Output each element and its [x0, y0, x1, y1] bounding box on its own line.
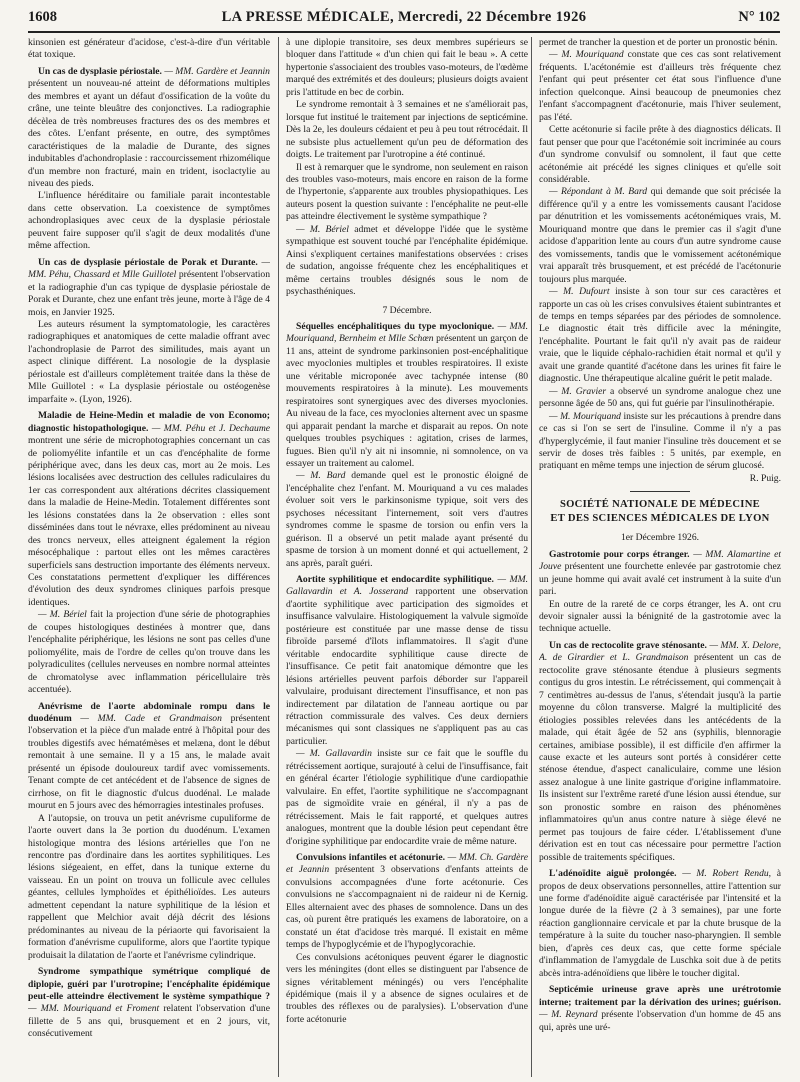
article-text: présentent 3 observations d'enfants atteints de convulsions accompagnées d'une forte acétonurie. Ces convulsions ne s'accompagnaient ni de raideur ni de Kernig. Elles alternaient avec des phases de somnolence. Dans un des cas, où purent être pratiqués les examens de laboratoire, on a constaté un état d'acidose très marqué. Il existait en même temps de l'hypoglycémie et de l'hypoglycorachie.	[286, 864, 528, 951]
column-1	[28, 37, 270, 1077]
article-title: Un cas de dysplasie périostale.	[38, 65, 162, 77]
article-authors: — MM. Gardère et Jeannin	[164, 65, 270, 77]
article-text: qui demande que soit précisée la différence qu'il y a entre les vomissements causant l'acidose par dénutrition et les vomissements acétonémiques vrais, M. Mouriquand montre que dans le premier cas il s'agit d'une acidose d'apparition lente au cours d'un autre syndrome cause des vomissements, tandis que le vomissement acétonémique vrai apparaît très brusquement, et est précédé de l'acétonurie toujours plus marquée.	[539, 186, 781, 285]
article-authors: — M. Gravier	[549, 385, 607, 397]
paragraph: Il est à remarquer que le syndrome, non seulement en raison des troubles vaso-moteurs, mais encore en raison de la forme de l'hypertonie, s'apparente aux troubles physiopathiques. Les auteurs posent la question suivante : l'encéphalite ne peut-elle pas atteindre électivement le système sympathique ?	[286, 161, 528, 223]
article-text: présentent un nouveau-né atteint de déformations multiples des membres et ayant un défaut d'ossification de la voûte du crâne, une teinte bleuâtre des conjonctives. La radiographie décèlea de très nombreuses fractures des os des membres et des côtes. L'enfant présente, en outre, des symptômes caractéristiques de la maladie de Durante, des signes indubitables d'achondroplasie : raccourcissement rhizomélique d'un membre non fracturé, main en trident, isoclactylie au niveau des pieds.	[28, 78, 270, 189]
paragraph: Cette acétonurie si facile prête à des diagnostics délicats. Il faut penser que pour que l'acétonémie soit incriminée au cours d'un syndrome convulsif ou somnolent, il faut que cette acétonémie ait précédé les signes cliniques et qu'elle soit considérable.	[539, 124, 781, 185]
article-paragraph	[28, 966, 270, 1041]
paragraph: kinsonien est générateur d'acidose, c'est-à-dire d'un véritable état toxique.	[28, 37, 270, 61]
article-paragraph	[539, 549, 781, 599]
article-paragraph	[539, 186, 781, 286]
paragraph: à une diplopie transitoire, ses deux membres supérieurs se bloquer dans l'attitude « d'un chien qui fait le beau ». A cette hypertonie s'associaient des troubles vaso-moteurs, de l'œdème marqué des extrémités et des douleurs; plusieurs doigts avaient pris l'attitude en bec de corbin.	[286, 37, 528, 98]
article-authors: — M. Bériel	[38, 609, 87, 621]
article-title: Un cas de dysplasie périostale de Porak et Durante.	[38, 256, 258, 268]
column-divider	[278, 37, 279, 1077]
article-paragraph	[539, 386, 781, 411]
article-title: Un cas de rectocolite grave sténosante.	[549, 639, 707, 651]
article-text: présentent l'observation et la pièce d'un malade entré à l'hôpital pour des troubles digestifs avec hématémèses et melæna, dont le début remontait à une semaine. Il y a 15 ans, le malade avait présenté un épisode douloureux tardif avec vomissements. Tenant compte de cet antécédent et de l'absence de signes de cirrhose, on fit le diagnostic d'ulcus duodénal. Le malade mourut en 5 jours avec des hémorragies intestinales profuses.	[28, 713, 270, 812]
article-authors: — MM. Péhu et J. Dechaume	[151, 422, 270, 434]
article-text: insiste sur les précautions à prendre dans ce cas si l'on se sert de l'insuline. Comme il n'y a pas d'hyperglycémie, il faut manier l'insuline très doucement et se servir de doses très faibles : 5 unités, par exemple, en pratiquant en même temps une injection de sérum glucosé.	[539, 410, 781, 472]
article-authors: — MM. Alamartine et Jouve	[539, 548, 781, 573]
article-text: insiste à son tour sur ces caractères et rapporte un cas où les crises convulsives étaient subintrantes et de temps en temps séparées par des périodes de somnolence. Le diagnostic était très difficile avec la méningite, l'encéphalite. Pourtant le fait qu'il n'y avait pas de raideur vraie, que le liquide céphalo-rachidien était normal et qu'il y avait une grande quantité d'acétone dans les urines fit faire le diagnostic. Une thérapeutique alcaline guérit le petit malade.	[539, 286, 781, 385]
article-text: relatent l'observation d'une fillette de 5 ans qui, brusquement et en 2 jours, vit, consécutivement	[28, 1003, 270, 1040]
article-authors: — M. Gallavardin	[296, 748, 372, 760]
article-authors: — MM. Péhu, Chassard et Mlle Guillotel	[28, 256, 270, 281]
article-authors: — M. Robert Rendu,	[682, 868, 772, 880]
article-text: fait la projection d'une série de photographies de coupes histologiques destinées à montrer que, dans l'encéphalite périphérique, les lésions ne sont pas celles d'une poliomyélite, mais de l'ordre de celles qu'on trouve dans les polyradiculites (cellules nerveuses en nombre normal atteintes de chromatolyse avec inflammation péricellulaire très accentuée).	[28, 609, 270, 696]
header-rule	[28, 31, 780, 33]
column-divider	[531, 37, 532, 1077]
paragraph: En outre de la rareté de ce corps étranger, les A. ont cru devoir signaler aussi la bénignité de la gastrotomie avec la technique actuelle.	[539, 598, 781, 635]
article-text: demande quel est le pronostic éloigné de l'encéphalite chez l'enfant. M. Mouriquand a vu ces malades évoluer soit vers le parkinsonisme typique, soit vers des psychoses nécessitant l'internement, soit vers d'autres syndromes comme le spasme de torsion ou enfin vers la guérison. Il a observé un petit malade ayant présenté du spasme de torsion à un moment donné et qui actuellement, 2 ans après, paraît guéri.	[286, 470, 528, 569]
article-paragraph	[28, 257, 270, 319]
article-title: L'adénoïdite aiguë prolongée.	[549, 868, 677, 880]
article-paragraph	[28, 701, 270, 813]
article-text: rapportent une observation d'aortite syphilitique avec participation des sigmoïdes et insuffisance valvulaire. Histologiquement la valvule sigmoïde postérieure est constituée par une masse dense de tissu fibroïde parsemé d'îlots inflammatoires. Il s'agit d'une véritable endocardite syphilitique cause directe de l'insuffisance. Ce petit fait anatomique démontre que les lésions artérielles peuvent parfois déborder sur l'appareil valvulaire, produisant directement l'insuffisance, et non pas indirectement par dilatation de l'anneau aortique ou par rétraction commissurale des valves. Ces deux derniers mécanismes qui sont classiques ne s'appliquent pas au cas particulier.	[286, 586, 528, 747]
article-paragraph	[286, 321, 528, 470]
article-title: Gastrotomie pour corps étranger.	[549, 548, 690, 560]
section-rule	[630, 491, 690, 492]
article-title: Convulsions infantiles et acétonurie.	[296, 852, 445, 863]
article-paragraph	[539, 49, 781, 124]
article-text: a observé un syndrome analogue chez une personne âgée de 50 ans, qui fut guérie par l'insulinothérapie.	[539, 385, 781, 410]
article-text: présente l'observation d'un homme de 45 ans qui, après une uré-	[539, 1009, 781, 1033]
article-text: présentent l'observation et la radiographie d'un cas typique de dysplasie périostale de Porak et Durante, chez une enfant très jeune, morte à l'âge de 4 mois, en Janvier 1925.	[28, 269, 270, 318]
article-paragraph	[28, 609, 270, 696]
article-paragraph	[286, 852, 528, 952]
article-paragraph	[539, 411, 781, 473]
article-title: Maladie de Heine-Medin et maladie de von Economo; diagnostic histopathologique.	[28, 410, 270, 434]
paragraph: Ces convulsions acétoniques peuvent égarer le diagnostic vers les méningites (dont elles se distinguent par l'absence de signes véritablement méningés) ou vers l'encéphalite épidémique (mais il y a absence de signes oculaires et de troubles des réflexes ou de paralysies). L'observation d'une forte acétonurie	[286, 951, 528, 1025]
signature: R. Puig.	[749, 472, 781, 484]
paragraph: A l'autopsie, on trouva un petit anévrisme cupuliforme de l'aorte ouvert dans la 3e portion du duodénum. L'examen histologique montra des lésions artérielles que l'on ne rencontre pas d'ordinaire dans les aortites syphilitiques. Les lésions siégeaient, en effet, dans la tunique externe du vaisseau. En un point on trouva un follicule avec cellules géantes, cellules lymphoïdes et épithélioïdes. Les auteurs admettent cependant la nature syphilitique de la lésion et rappellent que Melchior avait déjà décrit des lésions prédominantes au niveau de la périaorte qui favorisaient la formation d'anévrisme cupuliforme, alors que l'aortite typique produisait la dilatation de l'aorte et l'anévrisme cylindrique.	[28, 812, 270, 961]
article-text: admet et développe l'idée que le système sympathique est souvent touché par l'encéphalite épidémique. Ainsi s'expliquent certaines manifestations observées : crises de sudation, angoisse fréquente chez les encéphalitiques et même certains troubles désignés sous le nom de psychasthéniques.	[286, 223, 528, 298]
article-authors: — Répondant à M. Bard	[549, 186, 648, 198]
article-paragraph	[539, 286, 781, 386]
article-authors: — M. Mouriquand	[549, 49, 624, 61]
article-title: Syndrome sympathique symétrique compliqué de diplopie, guéri par l'urotropine; l'encéphalite épidémique peut-elle atteindre électivement le système sympathique ?	[28, 966, 270, 1002]
article-authors: — M. Bard	[296, 470, 346, 482]
article-title: Anévrisme de l'aorte abdominale rompu dans le duodénum	[28, 700, 270, 725]
paragraph: L'influence héréditaire ou familiale parait incontestable dans cette observation. La coexistence de symptômes achondroplasiques avec ceux de la dysplasie périostale peuvent faire supposer qu'il s'agit de deux modalités d'une même affection.	[28, 190, 270, 252]
society-heading: SOCIÉTÉ NATIONALE DE MÉDECINE	[559, 499, 761, 511]
article-text: montrent une série de microphotographies concernant un cas de poliomyélite infantile et un cas d'encéphalite de forme périphérique avec, dans les deux cas, mort au 2e mois. Les lésions localisées avec destruction des cellules radiculaires du 1er cas correspondent aux altérations décrites classiquement dans la maladie de Heine-Medin. Totalement différentes sont les lésions constatées dans la 2e observation : elles sont disséminées dans tout le névraxe, elles prédominent au niveau des troncs nerveux, elles atteignent également la région mésocéphalique : partout elles ont les mêmes caractères superficiels sans destruction importante des éléments nerveux. Ces constatations permettent d'expliquer les différences d'évolution des deux syndromes cliniques parfois presque identiques.	[28, 435, 270, 608]
page-header	[28, 9, 780, 31]
article-title: Séquelles encéphalitiques du type myoclonique.	[296, 320, 495, 332]
session-date: 1er Décembre 1926.	[620, 532, 700, 544]
article-authors: — M. Reynard	[539, 1009, 598, 1021]
article-text: à propos de deux observations personnelles, attire l'attention sur une forme d'adénoïdite aiguë caractérisée par l'intensité et la longue durée de la fièvre (2 à 3 semaines), par une forte réaction ganglionnaire cervicale et par la chute brusque de la température à la suite du toucher naso-pharyngien. Il semble bien, d'après ces deux cas, que cette forme spéciale d'inflammation de l'amygdale de Luschka soit due à de petits abcès intra-adénoïdiens que libère le toucher digital.	[539, 868, 781, 979]
article-paragraph	[28, 410, 270, 609]
article-paragraph	[286, 748, 528, 848]
paragraph: permet de trancher la question et de porter un pronostic bénin.	[539, 37, 778, 48]
article-text: présentent un garçon de 11 ans, atteint de syndrome parkinsonien post-encéphalitique avec myoclonies multiples et troubles respiratoires. Il existe une véritable microponée avec tachypnée intense (80 mouvements respiratoires à la minute). Les mouvements respiratoires sont synergiques avec des diverses myoclonies. Au niveau de la face, ces myoclonies alternent avec un spasme qui apparait pendant la marche et disparait au repos. On note quelques troubles psychiques : agitation, crises de larmes, fugues. Bien qu'il n'y ait ni insomnie, ni somnolence, on va essayer un traitement au calomel.	[286, 333, 528, 469]
issue-number: N° 102	[738, 9, 780, 25]
paragraph: Les auteurs résument la symptomatologie, les caractères radiographiques et anatomiques de cette maladie offrant avec l'achondroplasie de Parrot des similitudes, mais ayant un aspect clinique différent. La nosologie de la dysplasie périostale est d'ailleurs complètement traitée dans la thèse de Mlle Guillotel : « La dysplasie périostale ou ostéogenèse imparfaite ». (Lyon, 1926).	[28, 318, 270, 405]
article-authors: — MM. Mouriquand et Froment	[28, 1003, 160, 1015]
article-authors: — MM. X. Delore, A. de Girardier et L. Grandmaison	[539, 639, 781, 664]
article-paragraph	[539, 640, 781, 864]
article-authors: — MM. Gallavardin et A. Josserand	[286, 574, 528, 598]
article-paragraph	[286, 224, 528, 299]
article-title: Aortite syphilitique et endocardite syphilitique.	[296, 574, 494, 586]
paragraph: Le syndrome remontait à 3 semaines et ne s'améliorait pas, lorsque fut institué le traitement par injections de septicémine. Dès la 2e, les douleurs cédaient et peu à peu tout rétrocédait. Il ne subsiste plus actuellement qu'un peu de déformation des doigts. Le traitement par l'urotropine a été continué.	[286, 99, 528, 161]
article-authors: — MM. Cade et Grandmaison	[80, 713, 222, 725]
session-date: 7 Décembre.	[382, 304, 432, 316]
article-authors: — M. Bériel	[296, 223, 349, 235]
column-2	[286, 37, 528, 1077]
article-title: Septicémie urineuse grave après une urétrotomie interne; traitement par la dérivation des urines; guérison.	[539, 984, 781, 1008]
society-heading-line2: ET DES SCIENCES MÉDICALES DE LYON	[550, 513, 770, 525]
article-authors: — MM. Mouriquand, Bernheim et Mlle Schœn	[286, 320, 528, 345]
article-paragraph	[286, 574, 528, 748]
column-3	[539, 37, 781, 1077]
article-authors: — M. Dufourt	[549, 286, 610, 298]
journal-title: LA PRESSE MÉDICALE, Mercredi, 22 Décembre 1926	[221, 9, 587, 25]
page-number: 1608	[28, 9, 57, 25]
article-text: présentent une fourchette enlevée par gastrotomie chez un jeune homme qui avait avalé cet instrument à la suite d'un pari.	[539, 561, 781, 598]
article-paragraph	[539, 868, 781, 980]
article-authors: — M. Mouriquand	[549, 410, 621, 422]
article-authors: — MM. Ch. Gardère et Jeannin	[286, 852, 528, 876]
article-text: insiste sur ce fait que le souffle du rétrécissement aortique, surajouté à celui de l'insuffisance, fait en général écarter l'étiologie syphilitique d'une cardiopathie valvulaire. En effet, l'aortite syphilitique ne s'accompagnant pas de sigmoïdite vraie en général, il n'y a pas de rétrécissement. Mais le fait rapporté, et quelques autres analogues, montrent que la double lésion peut cependant être d'origine syphilitique par endocardite vraie de même nature.	[286, 748, 528, 847]
article-paragraph	[28, 66, 270, 191]
article-paragraph	[539, 984, 781, 1034]
article-paragraph	[286, 470, 528, 570]
article-text: présentent un cas de rectocolite grave sténosante étendue à plusieurs segments contigus du gros intestin. Le rétrécissement, qui commençait à 7 centimètres au-dessus de l'anus, s'étendait jusqu'à la partie moyenne du côlon transverse. Malgré la multiplicité des étiologies possibles relevées dans les antécédents de la malade, qui était âgée de 52 ans (syphilis, blennoragie certaines, amibiase possible), il est difficile d'en affirmer la cause exacte et les auteurs sont portés à considérer cette sténose étendue, d'aspect canaliculaire, comme une lésion assez analogue à une linite gastrique d'origine inflammatoire. Ils insistent sur l'extrême rareté d'une lésion aussi étendue, sur son pronostic sombre en raison des phénomènes inflammatoires qu'un anus contre nature à siège élevé ne permet pas toujours de faire céder. L'établissement d'une dérivation est en tout cas nécessaire pour permettre l'action possible de traitements spécifiques.	[539, 652, 781, 863]
article-text: constate que ces cas sont relativement fréquents. L'acétonémie est d'ailleurs très fréquente chez l'enfant qui peut présenter cet état sous l'influence d'une infection quelconque. Ainsi beaucoup de pneumonies chez l'enfant s'accompagnent d'acétonurie, mais l'hiver seulement, pas l'été.	[539, 49, 781, 123]
